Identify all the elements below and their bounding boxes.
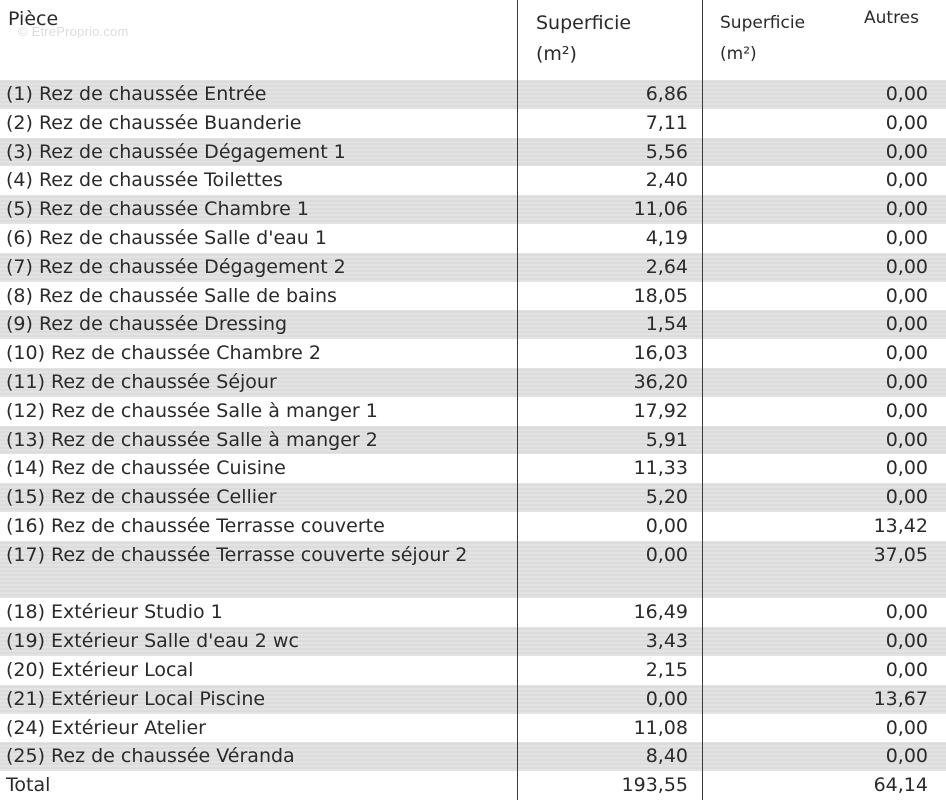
- table-row: [0, 512, 946, 541]
- row-autres: 0,00: [885, 486, 928, 509]
- row-label: (14) Rez de chaussée Cuisine: [6, 457, 286, 480]
- row-autres: 0,00: [885, 630, 928, 653]
- row-superficie: 5,56: [645, 140, 688, 163]
- row-autres: 0,00: [885, 111, 928, 134]
- table-row: [0, 742, 946, 771]
- row-label: (25) Rez de chaussée Véranda: [6, 745, 295, 768]
- row-label: (10) Rez de chaussée Chambre 2: [6, 342, 322, 365]
- row-label: (11) Rez de chaussée Séjour: [6, 370, 277, 393]
- header-superficie-1-line2: (m²): [536, 43, 577, 65]
- table-row: [0, 195, 946, 224]
- header-superficie-2: [720, 8, 805, 70]
- header-piece: Pièce: [8, 8, 59, 30]
- row-autres: 0,00: [885, 313, 928, 336]
- row-label: (18) Extérieur Studio 1: [6, 601, 223, 624]
- row-superficie: 36,20: [633, 370, 688, 393]
- row-superficie: 11,08: [633, 716, 688, 739]
- table-row: [0, 656, 946, 685]
- row-label: (9) Rez de chaussée Dressing: [6, 313, 288, 336]
- table-row: [0, 454, 946, 483]
- row-autres: 0,00: [885, 226, 928, 249]
- row-autres: 0,00: [885, 284, 928, 307]
- row-label: (1) Rez de chaussée Entrée: [6, 83, 267, 105]
- table-row: [0, 598, 946, 627]
- total-label: Total: [6, 774, 51, 797]
- row-autres: 0,00: [885, 716, 928, 739]
- row-label: (15) Rez de chaussée Cellier: [6, 486, 277, 509]
- table-row: [0, 627, 946, 656]
- watermark-text: © EtreProprio.com: [18, 24, 129, 39]
- row-autres: 0,00: [885, 140, 928, 163]
- row-superficie: 18,05: [633, 284, 688, 307]
- row-label: (8) Rez de chaussée Salle de bains: [6, 284, 337, 307]
- total-row: [0, 771, 946, 800]
- table-row: [0, 253, 946, 282]
- row-autres: 0,00: [885, 658, 928, 681]
- row-superficie: 16,03: [633, 342, 688, 365]
- row-label: (24) Extérieur Atelier: [6, 716, 206, 739]
- column-divider-2: [702, 0, 703, 800]
- row-superficie: 5,91: [645, 428, 688, 451]
- row-autres: 37,05: [873, 543, 928, 566]
- header-superficie-1-line1: Superficie: [536, 12, 632, 34]
- table-row: [0, 541, 946, 599]
- row-label: (7) Rez de chaussée Dégagement 2: [6, 255, 346, 278]
- table-row: [0, 483, 946, 512]
- table-row: [0, 80, 946, 109]
- table-row: [0, 166, 946, 195]
- row-label: (4) Rez de chaussée Toilettes: [6, 169, 283, 192]
- table-row: [0, 685, 946, 714]
- row-autres: 0,00: [885, 198, 928, 221]
- row-label: (13) Rez de chaussée Salle à manger 2: [6, 428, 378, 451]
- row-autres: 0,00: [885, 342, 928, 365]
- table-row: [0, 397, 946, 426]
- row-autres: 13,42: [873, 514, 928, 537]
- row-superficie: 3,43: [645, 630, 688, 653]
- table-row: [0, 426, 946, 455]
- table-row: [0, 339, 946, 368]
- table-row: [0, 282, 946, 311]
- total-autres: 64,14: [873, 774, 928, 797]
- row-autres: 13,67: [873, 687, 928, 710]
- row-label: (2) Rez de chaussée Buanderie: [6, 111, 302, 134]
- row-autres: 0,00: [885, 370, 928, 393]
- row-autres: 0,00: [885, 745, 928, 768]
- row-superficie: 6,86: [645, 83, 688, 105]
- row-autres: 0,00: [885, 457, 928, 480]
- area-table: [0, 80, 946, 800]
- row-label: (3) Rez de chaussée Dégagement 1: [6, 140, 346, 163]
- row-superficie: 0,00: [645, 543, 688, 566]
- row-autres: 0,00: [885, 428, 928, 451]
- row-label: (21) Extérieur Local Piscine: [6, 687, 266, 710]
- row-superficie: 4,19: [645, 226, 688, 249]
- row-label: (5) Rez de chaussée Chambre 1: [6, 198, 309, 221]
- row-superficie: 2,15: [645, 658, 688, 681]
- row-label: (17) Rez de chaussée Terrasse couverte séjour 2: [6, 543, 468, 566]
- row-autres: 0,00: [885, 399, 928, 422]
- row-label: (16) Rez de chaussée Terrasse couverte: [6, 514, 385, 537]
- table-row: [0, 368, 946, 397]
- row-superficie: 1,54: [645, 313, 688, 336]
- row-autres: 0,00: [885, 169, 928, 192]
- table-row: [0, 310, 946, 339]
- table-row: [0, 224, 946, 253]
- row-superficie: 0,00: [645, 514, 688, 537]
- row-superficie: 11,33: [633, 457, 688, 480]
- row-label: (12) Rez de chaussée Salle à manger 1: [6, 399, 378, 422]
- row-superficie: 7,11: [645, 111, 688, 134]
- table-header: [0, 0, 946, 80]
- header-autres: Autres: [864, 8, 920, 28]
- row-superficie: 8,40: [645, 745, 688, 768]
- table-row: [0, 714, 946, 743]
- row-autres: 0,00: [885, 601, 928, 624]
- row-superficie: 5,20: [645, 486, 688, 509]
- table-row: [0, 109, 946, 138]
- total-superficie: 193,55: [621, 774, 688, 797]
- row-superficie: 17,92: [633, 399, 688, 422]
- row-superficie: 11,06: [633, 198, 688, 221]
- row-autres: 0,00: [885, 83, 928, 105]
- header-superficie-2-line1: Superficie: [720, 13, 806, 33]
- row-superficie: 2,64: [645, 255, 688, 278]
- row-superficie: 2,40: [645, 169, 688, 192]
- row-superficie: 16,49: [633, 601, 688, 624]
- header-superficie-2-line2: (m²): [720, 44, 757, 64]
- column-divider-1: [517, 0, 518, 800]
- row-superficie: 0,00: [645, 687, 688, 710]
- table-row: [0, 138, 946, 167]
- row-label: (19) Extérieur Salle d'eau 2 wc: [6, 630, 299, 653]
- row-label: (20) Extérieur Local: [6, 658, 194, 681]
- header-superficie-1: [536, 8, 631, 70]
- row-label: (6) Rez de chaussée Salle d'eau 1: [6, 226, 327, 249]
- row-autres: 0,00: [885, 255, 928, 278]
